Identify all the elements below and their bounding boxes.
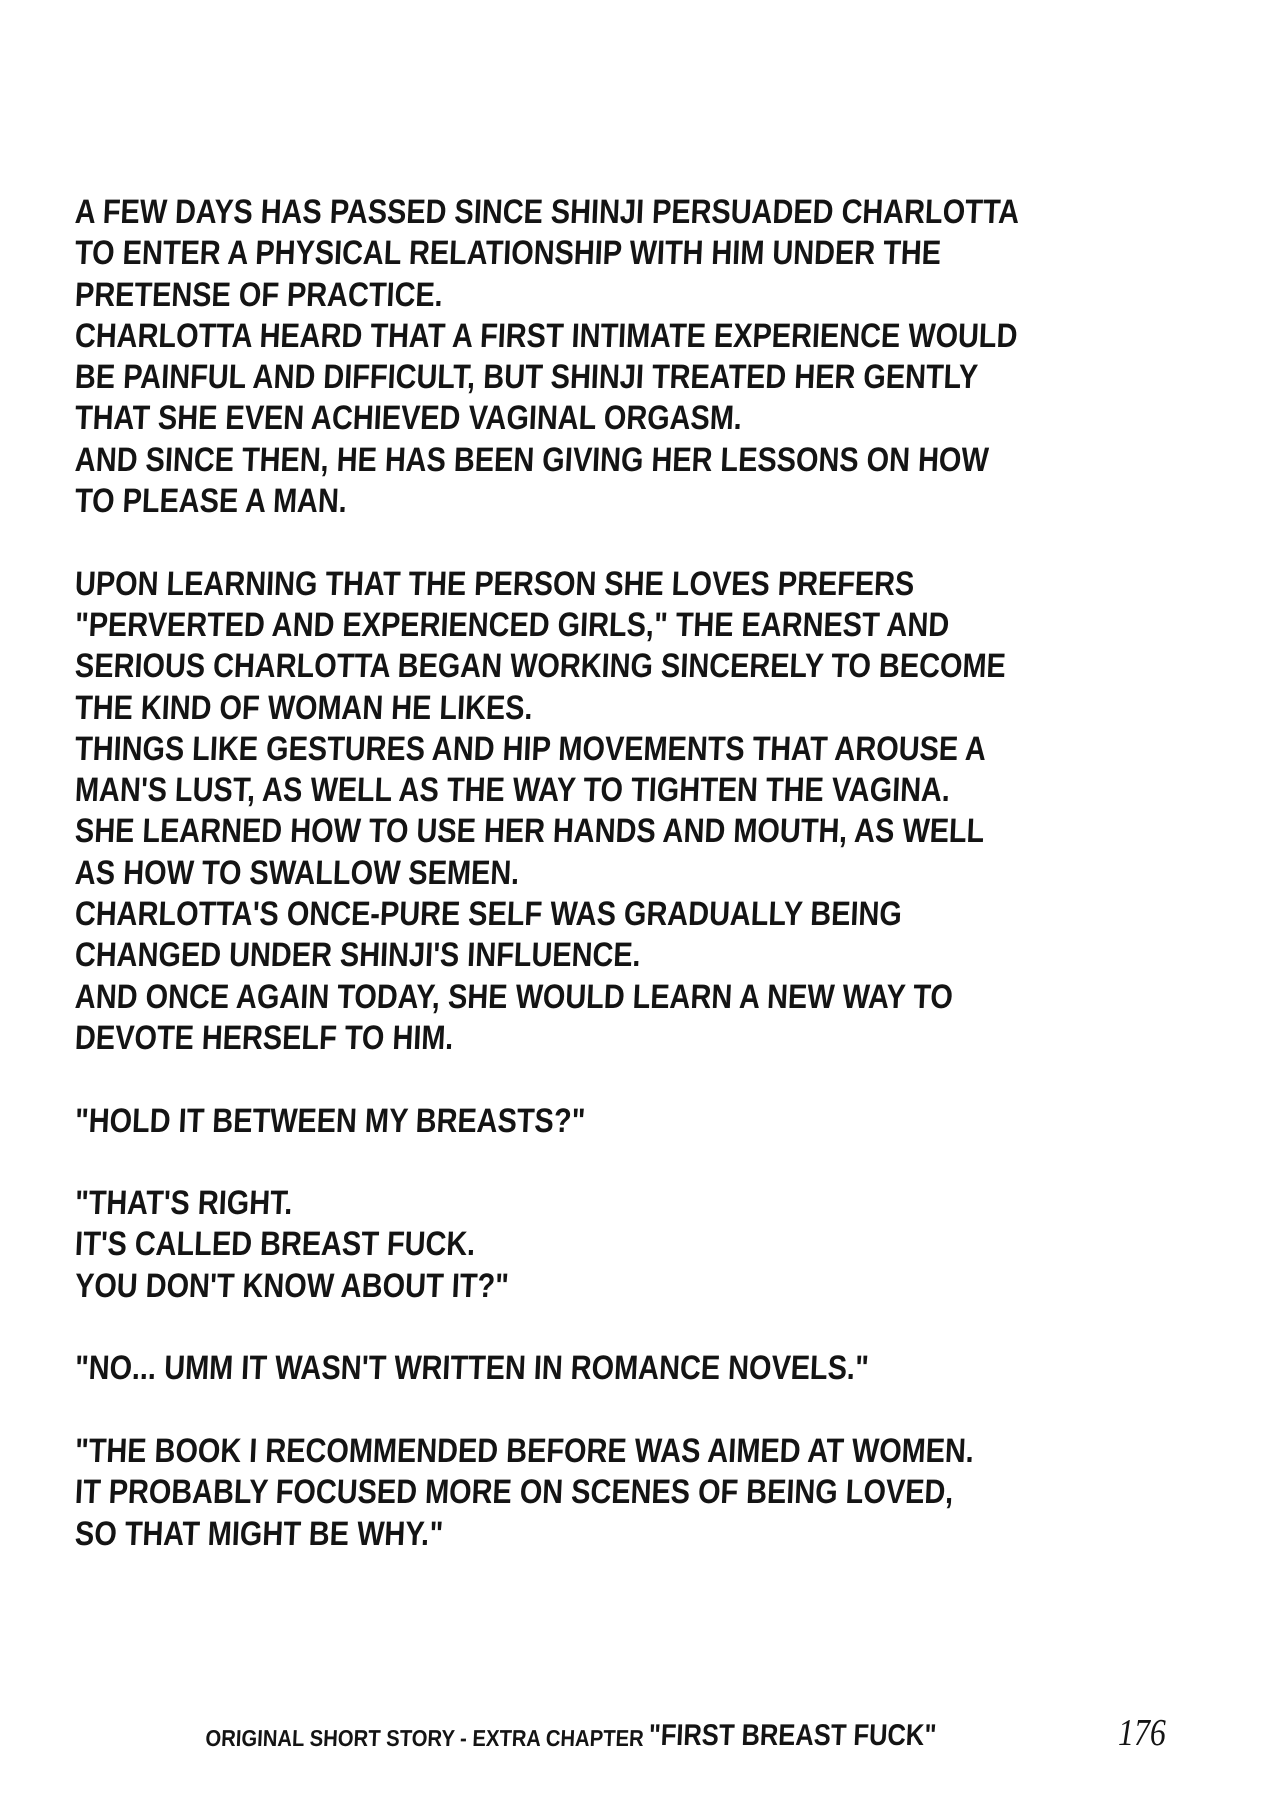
story-line: "THE BOOK I RECOMMENDED BEFORE WAS AIMED AT WOMEN.	[74, 1431, 975, 1470]
story-line: TO PLEASE A MAN.	[74, 482, 348, 521]
story-line: THE KIND OF WOMAN HE LIKES.	[74, 688, 534, 727]
story-paragraph	[75, 1431, 1186, 1555]
story-line: PRETENSE OF PRACTICE.	[74, 275, 444, 314]
story-line: "HOLD IT BETWEEN MY BREASTS?"	[74, 1101, 587, 1140]
story-line: CHARLOTTA'S ONCE-PURE SELF WAS GRADUALLY BEING	[74, 895, 903, 934]
story-line: "THAT'S RIGHT.	[74, 1184, 294, 1223]
story-line: SHE LEARNED HOW TO USE HER HANDS AND MOUTH, AS WELL	[74, 812, 986, 851]
story-line: YOU DON'T KNOW ABOUT IT?"	[74, 1266, 510, 1305]
story-line: AND SINCE THEN, HE HAS BEEN GIVING HER LESSONS ON HOW	[74, 440, 990, 479]
story-line: SERIOUS CHARLOTTA BEGAN WORKING SINCERELY TO BECOME	[74, 647, 1007, 686]
story-line: THAT SHE EVEN ACHIEVED VAGINAL ORGASM.	[74, 399, 743, 438]
story-paragraph	[75, 1348, 1186, 1389]
story-line: "PERVERTED AND EXPERIENCED GIRLS," THE EARNEST AND	[74, 605, 951, 644]
page-number: 176	[1118, 1712, 1166, 1754]
story-line: MAN'S LUST, AS WELL AS THE WAY TO TIGHTEN THE VAGINA.	[74, 771, 951, 810]
story-line: AS HOW TO SWALLOW SEMEN.	[74, 853, 521, 892]
story-paragraph	[75, 1101, 1186, 1142]
story-line: IT PROBABLY FOCUSED MORE ON SCENES OF BEING LOVED,	[74, 1473, 955, 1512]
story-line: IT'S CALLED BREAST FUCK.	[74, 1225, 477, 1264]
story-paragraph	[75, 192, 1186, 522]
story-line: CHARLOTTA HEARD THAT A FIRST INTIMATE EXPERIENCE WOULD	[74, 316, 1019, 355]
story-text	[75, 192, 1186, 1555]
story-paragraph	[75, 1183, 1186, 1307]
story-line: DEVOTE HERSELF TO HIM.	[74, 1018, 455, 1057]
story-line: THINGS LIKE GESTURES AND HIP MOVEMENTS THAT AROUSE A	[74, 729, 987, 768]
story-line: AND ONCE AGAIN TODAY, SHE WOULD LEARN A NEW WAY TO	[74, 977, 954, 1016]
story-line: "NO... UMM IT WASN'T WRITTEN IN ROMANCE NOVELS."	[74, 1349, 870, 1388]
story-line: CHANGED UNDER SHINJI'S INFLUENCE.	[74, 936, 642, 975]
story-line: A FEW DAYS HAS PASSED SINCE SHINJI PERSUADED CHARLOTTA	[74, 193, 1021, 231]
story-line: UPON LEARNING THAT THE PERSON SHE LOVES PREFERS	[74, 564, 916, 603]
footer-series-label: ORIGINAL SHORT STORY - EXTRA CHAPTER	[204, 1725, 645, 1751]
page-footer	[0, 1706, 1280, 1756]
story-paragraph	[75, 564, 1186, 1060]
footer-chapter-title: "FIRST BREAST FUCK"	[647, 1719, 938, 1752]
story-line: TO ENTER A PHYSICAL RELATIONSHIP WITH HIM UNDER THE	[74, 234, 942, 273]
story-line: BE PAINFUL AND DIFFICULT, BUT SHINJI TREATED HER GENTLY	[74, 358, 979, 397]
story-line: SO THAT MIGHT BE WHY."	[74, 1514, 444, 1553]
